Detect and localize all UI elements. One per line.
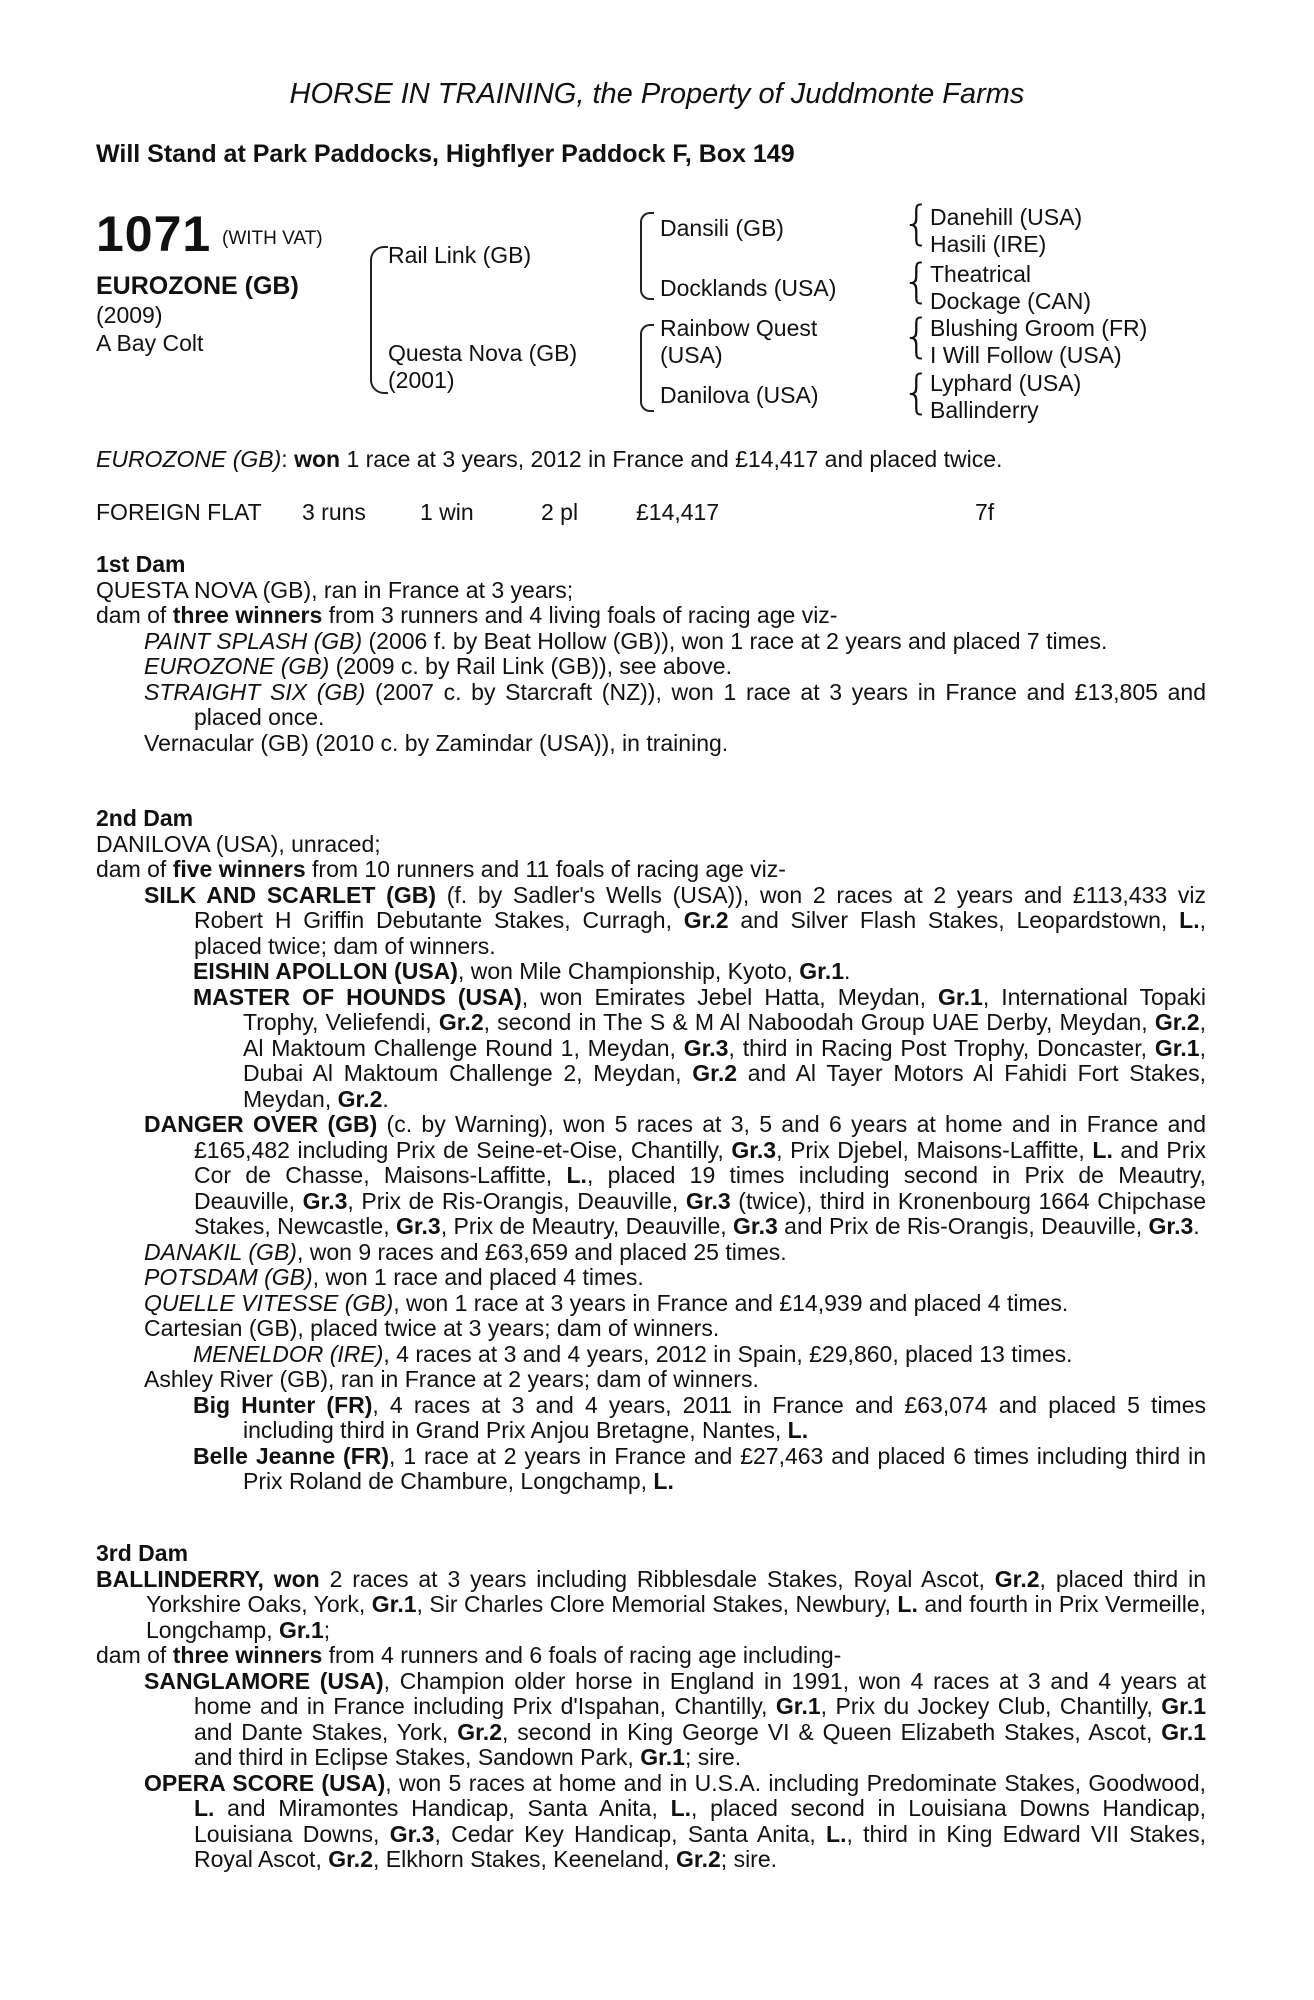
produce-cartesian: Cartesian (GB), placed twice at 3 years; dam of winners.	[144, 1315, 720, 1341]
pedigree-g3-4: Dockage (CAN)	[930, 288, 1092, 314]
produce-ashley-river: Ashley River (GB), ran in France at 2 years; dam of winners.	[144, 1366, 759, 1392]
pedigree-dam: Questa Nova (GB)	[388, 340, 578, 366]
page-title: HORSE IN TRAINING, the Property of Juddmonte Farms	[289, 78, 1025, 110]
sire-parents-brace	[640, 212, 654, 300]
vat-note: (WITH VAT)	[222, 228, 323, 249]
pedigree-dam-year: (2001)	[388, 367, 455, 393]
produce-opera-score: OPERA SCORE (USA), won 5 races at home and in U.S.A. including Predominate Stakes, Goodwood, L. and Miramontes Handicap, Santa Anita, L., placed second in Louisiana Downs Handicap, Louisiana Downs, Gr.3, Cedar Key Handicap, Santa Anita, L., third in King Edward VII Stakes, Royal Ascot, Gr.2, Elkhorn Stakes, Keeneland, Gr.2; sire.	[144, 1769, 1206, 1872]
third-dam-produce-intro: dam of three winners from 4 runners and 6 foals of racing age including-	[96, 1642, 842, 1668]
record-runs: 3 runs	[302, 499, 366, 525]
pedigree-g3-2: Hasili (IRE)	[930, 231, 1047, 257]
first-dam-line: QUESTA NOVA (GB), ran in France at 3 years;	[96, 576, 574, 603]
third-dam-record: BALLINDERRY, won 2 races at 3 years including Ribblesdale Stakes, Royal Ascot, Gr.2, placed third in Yorkshire Oaks, York, Gr.1, Sir Charles Clore Memorial Stakes, Newbury, L. and fourth in Prix Vermeille, Longchamp, Gr.1;	[96, 1565, 1206, 1643]
pedigree-sire-sire: Dansili (GB)	[660, 215, 784, 241]
produce-straight-six: STRAIGHT SIX (GB) (2007 c. by Starcraft (NZ)), won 1 race at 3 years in France and £13,805 and placed once.	[144, 678, 1206, 730]
produce-quelle-vitesse: QUELLE VITESSE (GB), won 1 race at 3 years in France and £14,939 and placed 4 times.	[144, 1289, 1069, 1316]
produce-danakil: DANAKIL (GB), won 9 races and £63,659 and placed 25 times.	[144, 1238, 787, 1265]
second-dam-section	[96, 806, 1206, 1495]
produce-eishin-apollon: EISHIN APOLLON (USA), won Mile Championship, Kyoto, Gr.1.	[193, 958, 851, 984]
produce-silk-and-scarlet: SILK AND SCARLET (GB) (f. by Sadler's Wells (USA)), won 2 races at 2 years and £113,433 viz Robert H Griffin Debutante Stakes, Curragh, Gr.2 and Silver Flash Stakes, Leopardstown, L., placed twice; dam of winners.	[144, 881, 1206, 959]
dam-parents-brace	[640, 324, 654, 412]
summary-text: 1 race at 3 years, 2012 in France and £14,417 and placed twice.	[340, 446, 1003, 472]
summary-won: won	[294, 446, 341, 472]
produce-paint-splash: PAINT SPLASH (GB) (2006 f. by Beat Hollow (GB)), won 1 race at 2 years and placed 7 times.	[144, 627, 1108, 654]
brace-3: {	[902, 309, 932, 363]
pedigree-g3-5: Blushing Groom (FR)	[930, 315, 1148, 341]
produce-danger-over: DANGER OVER (GB) (c. by Warning), won 5 races at 3, 5 and 6 years at home and in France and £165,482 including Prix de Seine-et-Oise, Chantilly, Gr.3, Prix Djebel, Maisons-Laffitte, L. and Prix Cor de Chasse, Maisons-Laffitte, L., placed 19 times including second in Prix de Meautry, Deauville, Gr.3, Prix de Ris-Orangis, Deauville, Gr.3 (twice), third in Kronenbourg 1664 Chipchase Stakes, Newcastle, Gr.3, Prix de Meautry, Deauville, Gr.3 and Prix de Ris-Orangis, Deauville, Gr.3.	[144, 1111, 1207, 1239]
record-distance: 7f	[975, 499, 995, 525]
record-wins: 1 win	[420, 499, 474, 525]
third-dam-section	[96, 1541, 1206, 1873]
race-summary: EUROZONE (GB): won 1 race at 3 years, 2012 in France and £14,417 and placed twice.	[96, 446, 1003, 472]
pedigree-g3-6: I Will Follow (USA)	[930, 342, 1122, 368]
pedigree-sire: Rail Link (GB)	[388, 242, 532, 268]
produce-big-hunter: Big Hunter (FR), 4 races at 3 and 4 years, 2011 in France and £63,074 and placed 5 times including third in Grand Prix Anjou Bretagne, Nantes, L.	[193, 1391, 1206, 1443]
pedigree-dam-sire-country: (USA)	[660, 342, 723, 368]
brace-1: {	[902, 196, 932, 250]
pedigree-dam-sire: Rainbow Quest	[660, 315, 818, 341]
first-dam-heading: 1st Dam	[96, 551, 186, 577]
produce-meneldor: MENELDOR (IRE), 4 races at 3 and 4 years, 2012 in Spain, £29,860, placed 13 times.	[193, 1340, 1073, 1367]
pedigree-g3-7: Lyphard (USA)	[930, 370, 1082, 396]
record-earnings: £14,417	[636, 499, 720, 525]
stand-location: Will Stand at Park Paddocks, Highflyer Paddock F, Box 149	[96, 140, 795, 168]
pedigree-g3-1: Danehill (USA)	[930, 204, 1083, 230]
foaling-year: (2009)	[96, 302, 163, 328]
second-dam-produce-intro: dam of five winners from 10 runners and 11 foals of racing age viz-	[96, 856, 786, 882]
record-placed: 2 pl	[541, 499, 579, 525]
brace-2: {	[902, 254, 932, 308]
pedigree-dam-dam: Danilova (USA)	[660, 382, 819, 408]
pedigree-g3-3: Theatrical	[930, 261, 1031, 287]
first-dam-section	[96, 552, 1206, 756]
pedigree-g3-8: Ballinderry	[930, 397, 1039, 423]
produce-eurozone: EUROZONE (GB) (2009 c. by Rail Link (GB)), see above.	[144, 653, 732, 679]
produce-master-of-hounds: MASTER OF HOUNDS (USA), won Emirates Jebel Hatta, Meydan, Gr.1, International Topaki Trophy, Veliefendi, Gr.2, second in The S & M Al Naboodah Group UAE Derby, Meydan, Gr.2, Al Maktoum Challenge Round 1, Meydan, Gr.3, third in Racing Post Trophy, Doncaster, Gr.1, Dubai Al Maktoum Challenge 2, Meydan, Gr.2 and Al Tayer Motors Al Fahidi Fort Stakes, Meydan, Gr.2.	[193, 983, 1206, 1112]
produce-vernacular: Vernacular (GB) (2010 c. by Zamindar (USA)), in training.	[144, 729, 729, 756]
horse-description: A Bay Colt	[96, 330, 204, 356]
sire-dam-brace	[370, 246, 388, 394]
brace-4: {	[902, 365, 932, 419]
lot-number: 1071	[96, 206, 212, 262]
second-dam-line: DANILOVA (USA), unraced;	[96, 830, 381, 857]
horse-name: EUROZONE (GB)	[96, 272, 299, 300]
summary-horse-name: EUROZONE (GB)	[96, 446, 282, 472]
second-dam-heading: 2nd Dam	[96, 805, 194, 831]
third-dam-heading: 3rd Dam	[96, 1540, 189, 1566]
produce-potsdam: POTSDAM (GB), won 1 race and placed 4 times.	[144, 1264, 644, 1290]
produce-belle-jeanne: Belle Jeanne (FR), 1 race at 2 years in France and £27,463 and placed 6 times including third in Prix Roland de Chambure, Longchamp, L.	[193, 1442, 1206, 1494]
first-dam-produce-intro: dam of three winners from 3 runners and 4 living foals of racing age viz-	[96, 602, 838, 628]
pedigree-sire-dam: Docklands (USA)	[660, 275, 837, 301]
produce-sanglamore: SANGLAMORE (USA), Champion older horse in England in 1991, won 4 races at 3 and 4 years at home and in France including Prix d'Ispahan, Chantilly, Gr.1, Prix du Jockey Club, Chantilly, Gr.1 and Dante Stakes, York, Gr.2, second in King George VI & Queen Elizabeth Stakes, Ascot, Gr.1 and third in Eclipse Stakes, Sandown Park, Gr.1; sire.	[144, 1667, 1207, 1770]
record-label: FOREIGN FLAT	[96, 499, 262, 525]
